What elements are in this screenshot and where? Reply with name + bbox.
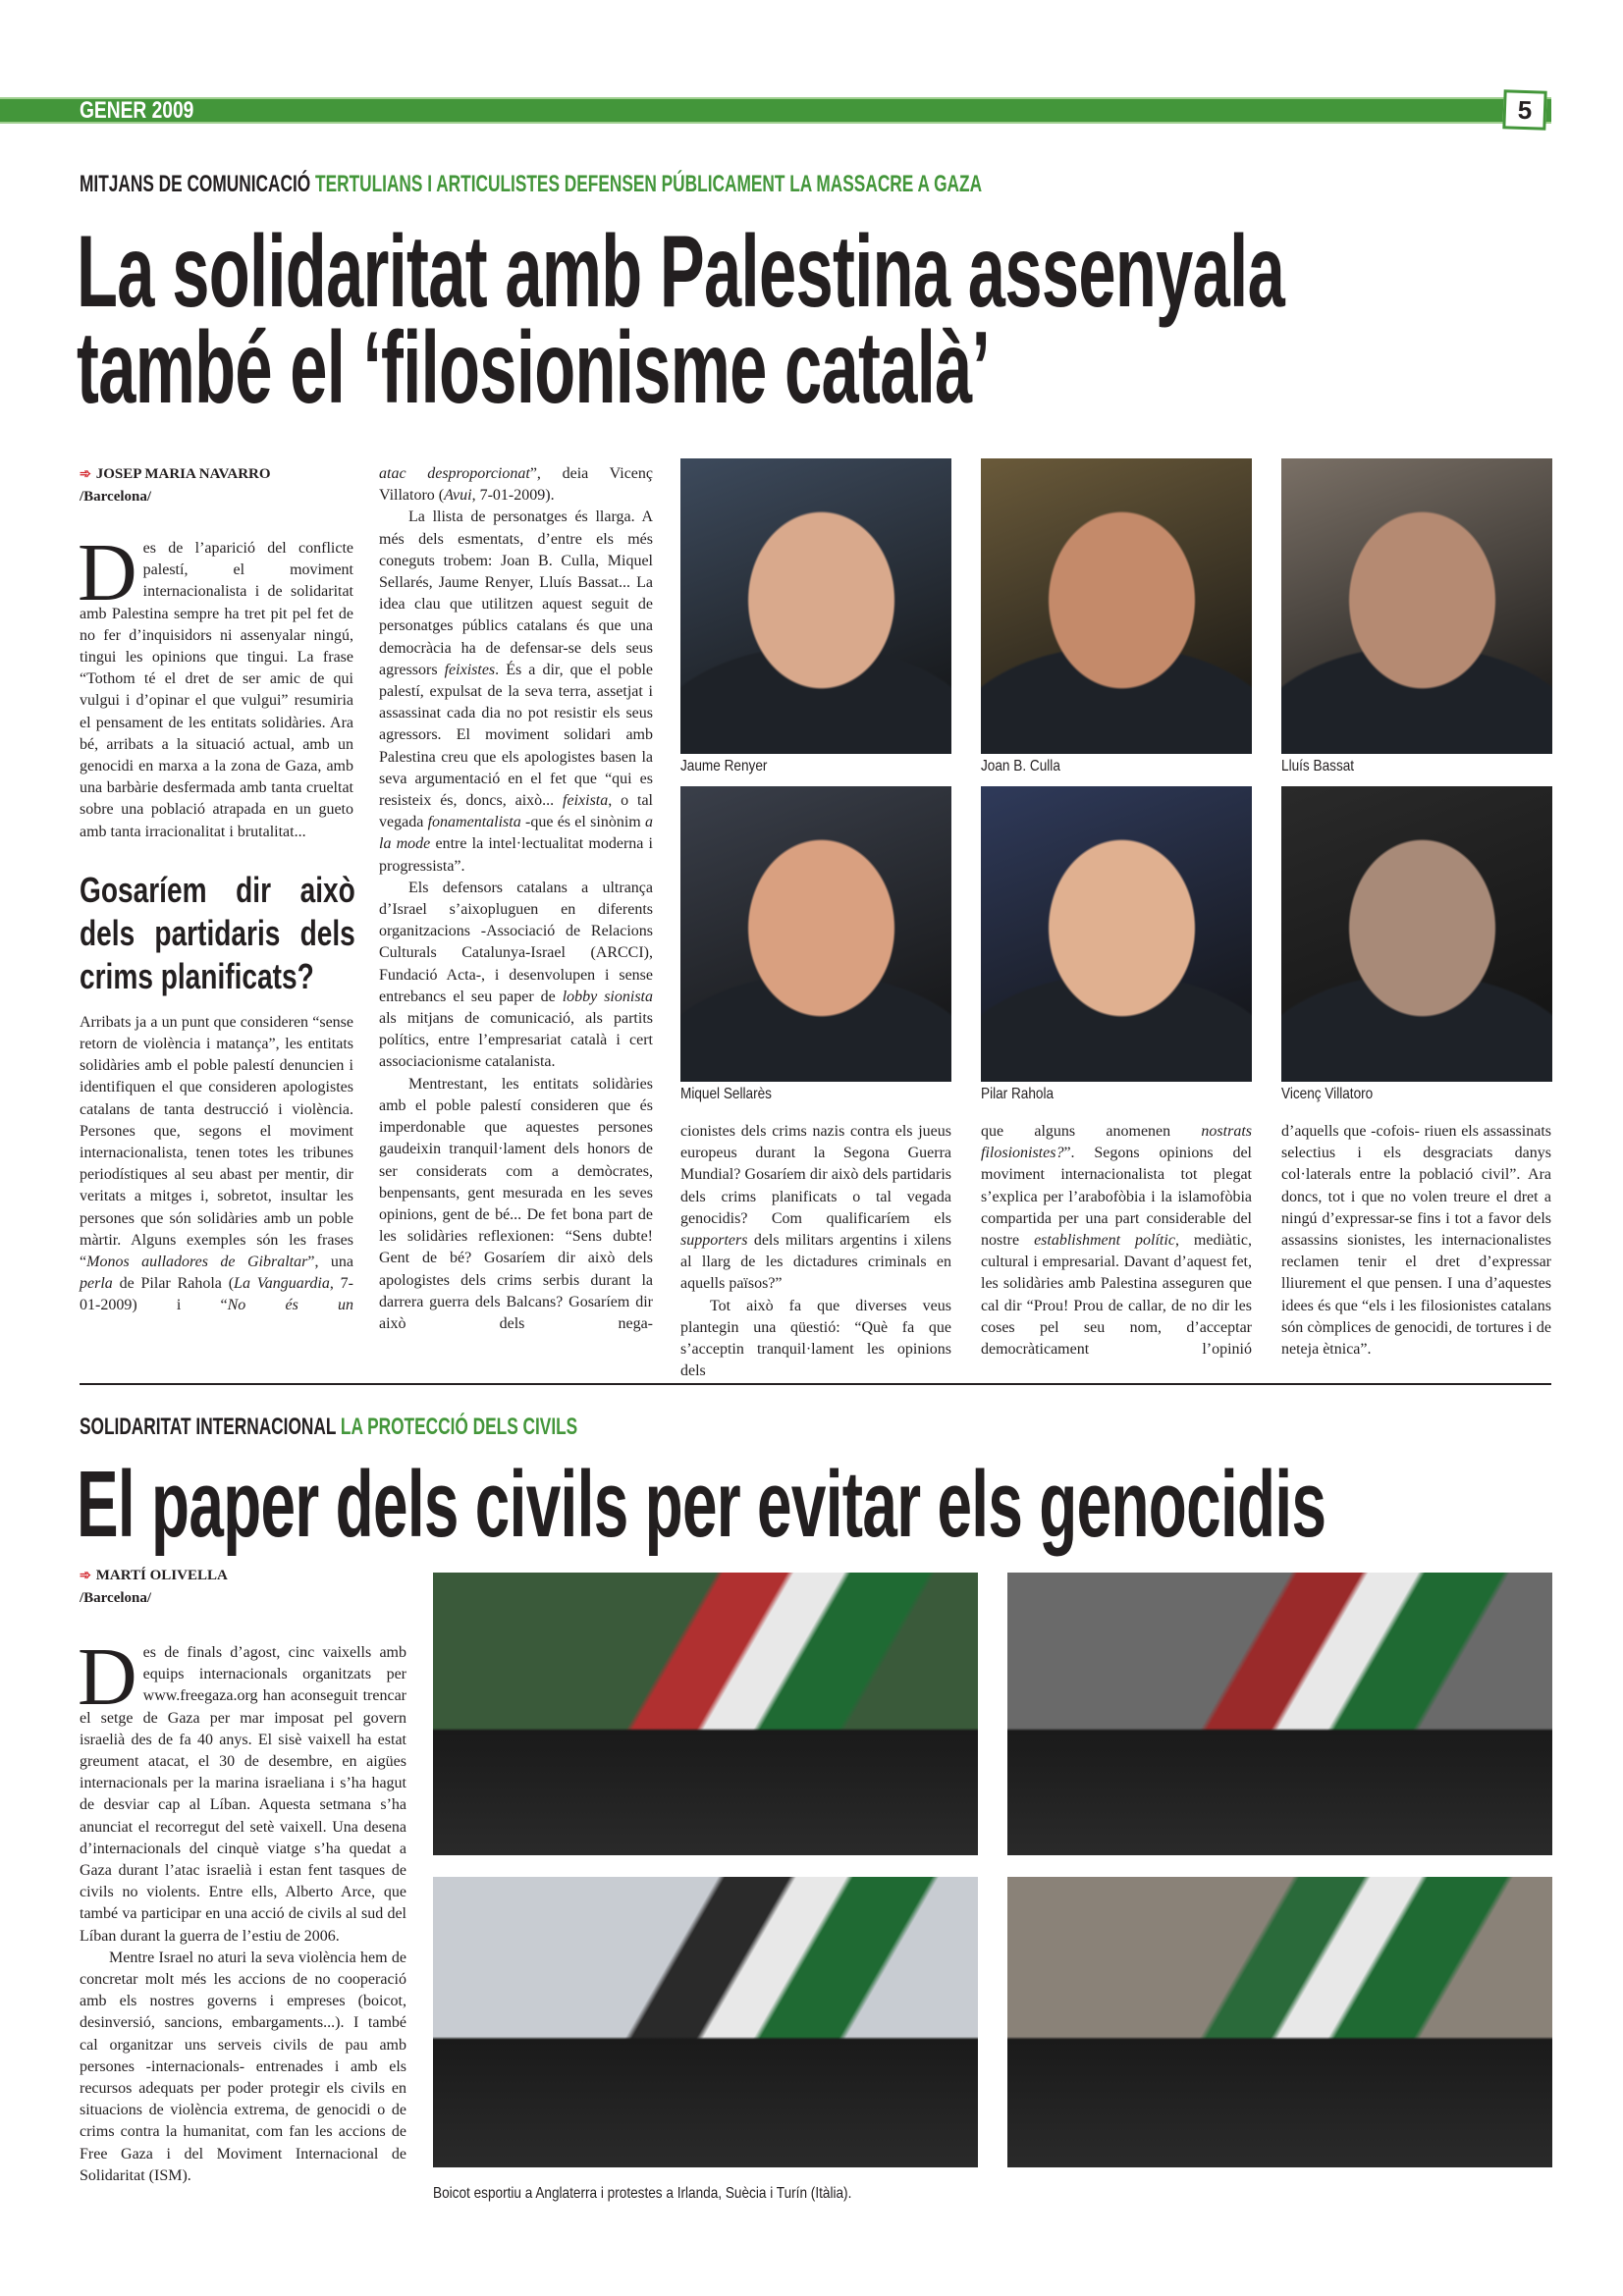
drop-cap: D (78, 1631, 137, 1723)
portrait-caption: Lluís Bassat (1281, 758, 1355, 774)
portrait-caption: Joan B. Culla (981, 758, 1060, 774)
paragraph: Els defensors catalans a ultrança d’Israel s’aixopluguen en diferents organitzacions -Associació de Relacions Culturals Catalunya-Israel (ARCCI), Fundació Acta-, i desenvolupen i sense entrebancs el seu paper de lobby sionista als mitjans de comunicació, als partits polítics, entre l’empresariat català i cert associacionisme catalanista. (379, 879, 653, 1071)
portrait-photo (680, 786, 951, 1082)
portrait-caption: Jaume Renyer (680, 758, 768, 774)
italic-text: atac desproporcionat (379, 465, 530, 482)
italic-text: Avui (444, 487, 472, 505)
pointer-icon: ➾ (80, 467, 91, 482)
section-label: MITJANS DE COMUNICACIÓ (80, 171, 311, 197)
article2-headline: El paper dels civils per evitar els genocidis (77, 1452, 1326, 1557)
article1-column-4 (981, 1121, 1252, 1361)
portrait-photo (981, 786, 1252, 1082)
author: MARTÍ OLIVELLA (95, 1568, 228, 1583)
portrait-photo (981, 458, 1252, 754)
subheading: Gosaríem dir això dels partidaris dels crims planificats? (80, 869, 355, 996)
paragraph: Arribats ja a un punt que consideren “sense retorn de violència i matança”, les entitats solidàries amb el poble palestí denuncien i identifiquen el que consideren apologistes catalans de tanta destrucció i violència. Persones que, segons el moviment internacionalista, tenen totes les tribunes periodístiques al seu abast per mentir, dir veritats a mitges i, sobretot, insultar les persones que són solidàries amb un poble màrtir. Alguns exemples són les frases “Monos aulladores de Gibraltar”, una perla de Pilar Rahola (La Vanguardia, 7-01-2009) i “No és un (80, 1013, 354, 1314)
article1-headline-line2: també el ‘filosionisme català’ (77, 311, 991, 425)
paragraph: Mentrestant, les entitats solidàries amb el poble palestí consideren que és imperdonable que aquestes persones gaudeixin tranquil·lament dels honors de ser considerats com a demòcrates, benpensants, gent mesurada en les seves opinions, gent de bé... De fet bona part de les solidàries reflexionen: “Sens dubte! Gent de bé? Gosaríem dir això dels apologistes dels crims serbis durant la darrera guerra dels Balcans? Gosaríem dir això dels nega- (379, 1075, 653, 1332)
kicker-text: LA PROTECCIÓ DELS CIVILS (340, 1414, 578, 1440)
italic-text: a la mode (379, 814, 653, 853)
header-bar (0, 97, 1551, 124)
article1-byline (80, 463, 271, 507)
portrait-photo (1281, 458, 1552, 754)
article1-column-3 (680, 1121, 951, 1382)
paragraph: que alguns anomenen nostrats filosionistes?”. Segons opinions del moviment internacionalista tot plegat s’explica per l’arabofòbia i la islamofòbia compartida per una part considerable del nostre establishment polític, mediàtic, cultural i empresarial. Davant d’aquest fet, les solidàries amb Palestina asseguren que cal dir “Prou! Prou de callar, de no dir les coses pel seu nom, d’acceptar democràticament l’opinió (981, 1123, 1252, 1359)
protest-photo-protest-sweden (433, 1877, 978, 2167)
kicker-text: TERTULIANS I ARTICULISTES DEFENSEN PÚBLICAMENT LA MASSACRE A GAZA (315, 171, 983, 197)
article1-column-5 (1281, 1121, 1551, 1361)
article1-column-1 (78, 527, 355, 1317)
protest-photo-sports-boycott-england (433, 1573, 978, 1855)
italic-text: feixistes (444, 661, 496, 678)
article2-column (78, 1631, 406, 2187)
portrait-caption: Miquel Sellarès (680, 1086, 772, 1102)
drop-cap: D (78, 527, 137, 618)
italic-text: supporters (680, 1232, 748, 1250)
portrait-photo (680, 458, 951, 754)
italic-text: Monos aulladores de Gibraltar (86, 1254, 308, 1271)
italic-text: La Vanguardia (234, 1275, 330, 1293)
issue-date: GENER 2009 (80, 97, 194, 124)
article2-kicker (80, 1414, 577, 1441)
italic-text: nostrats filosionistes? (981, 1123, 1252, 1162)
section-divider (80, 1383, 1551, 1385)
article1-headline-line1: La solidaritat amb Palestina assenyala (77, 215, 1285, 329)
paragraph: cionistes dels crims nazis contra els jueus europeus durant la Segona Guerra Mundial? Gosaríem dir això dels partidaris dels crims planificats o tal vegada genocidis? Com qualificaríem els supporters dels militars argentins i xilens al llarg de les dictadures criminals en aquells països?” (680, 1123, 951, 1293)
italic-text: fonamentalista (427, 814, 521, 831)
italic-text: perla (80, 1275, 113, 1293)
page-number: 5 (1502, 89, 1546, 131)
italic-text: feixista (563, 792, 609, 810)
pointer-icon: ➾ (80, 1569, 91, 1583)
article2-byline (80, 1565, 228, 1609)
portrait-caption: Vicenç Villatoro (1281, 1086, 1374, 1102)
portrait-photo (1281, 786, 1552, 1082)
portrait-caption: Pilar Rahola (981, 1086, 1055, 1102)
italic-text: establishment polític (1034, 1232, 1175, 1250)
protest-photo-protest-ireland (1007, 1573, 1552, 1855)
paragraph: d’aquells que -cofois- riuen els assassinats selectius i els desgraciats danys col·laterals entre la població civil”. Ara doncs, tot i que no volen treure el dret a ningú d’expressar-se fins i tot a favor dels assassins sionistes, les internacionalistes reclamen tenir el dret d’expressar lliurement el que pensen. I una d’aquestes idees és que “els i les filosionistes catalans són còmplices de genocidi, de tortures i de neteja ètnica”. (1281, 1123, 1551, 1359)
author: JOSEP MARIA NAVARRO (95, 466, 271, 482)
italic-text: No és un (227, 1297, 354, 1314)
photo-caption: Boicot esportiu a Anglaterra i protestes a Irlanda, Suècia i Turín (Itàlia). (433, 2185, 852, 2202)
location: /Barcelona/ (80, 1590, 152, 1606)
italic-text: lobby sionista (562, 988, 653, 1005)
paragraph: Des de finals d’agost, cinc vaixells amb equips internacionals organitzats per www.freegaza.org han aconseguit trencar el setge de Gaza per mar imposat pel govern israelià des de fa 40 anys. El sisè vaixell ha estat greument atacat, el 30 de desembre, en aigües internacionals per la marina israeliana i s’ha hagut de desviar cap al Líban. Aquesta setmana s’ha anunciat el recorregut del setè vaixell. Una desena d’internacionals del cinquè viatge s’ha quedat a Gaza durant l’atac israelià i estan fent tasques de civils no violents. Entre ells, Alberto Arce, que també va participar en una acció de civils al sud del Líban durant la guerra de l’estiu de 2006. (78, 1631, 406, 1945)
paragraph: Tot això fa que diverses veus plantegin una qüestió: “Què fa que s’acceptin tranquil·lament les opinions dels (680, 1297, 951, 1380)
section-label: SOLIDARITAT INTERNACIONAL (80, 1414, 337, 1440)
protest-photo-protest-turin (1007, 1877, 1552, 2167)
paragraph: Des de l’aparició del conflicte palestí, el moviment internacionalista i de solidaritat amb Palestina sempre ha tret pit pel fet de no fer d’inquisidors ni assenyalar ningú, tingui les opinions que tingui. La frase “Tothom té el dret de ser amic de qui vulgui i d’opinar el que vulgui” resumiria el pensament de les entitats solidàries. Ara bé, arribats a la situació actual, amb un genocidi en marxa a la zona de Gaza, amb una barbàrie desfermada amb tanta crueltat sobre una població atrapada en un gueto amb tanta irracionalitat i brutalitat... (78, 527, 353, 840)
paragraph: La llista de personatges és llarga. A més dels esmentats, d’entre els més coneguts trobem: Joan B. Culla, Miquel Sellarés, Jaume Renyer, Lluís Bassat... La idea clau que utilitzen aquest seguit de personatges públics catalans és que una democràcia ha de defensar-se dels seus agressors feixistes. És a dir, que el poble palestí, expulsat de la seva terra, assetjat i assassinat cada dia no pot resistir els seus agressors. El moviment solidari amb Palestina creu que els apologistes basen la seva argumentació en el fet que “qui es resisteix és, doncs, això... feixista, o tal vegada fonamentalista -que és el sinònim a la mode entre la intel·lectualitat moderna i progressista”. (379, 508, 653, 875)
paragraph: Mentre Israel no aturi la seva violència hem de concretar molt més les accions de no cooperació amb els nostres governs i empreses (boicot, desinversió, sancions, embargaments...). I també cal organitzar uns serveis civils de pau amb persones -internacionals- entrenades i amb els recursos adequats per poder protegir els civils en situacions de violència extrema, de genocidi o de crims contra la humanitat, com fan les accions de Free Gaza i del Moviment Internacional de Solidaritat (ISM). (80, 1949, 406, 2184)
article1-column-2 (379, 463, 653, 1335)
paragraph: atac desproporcionat”, deia Vicenç Villatoro (Avui, 7-01-2009). (379, 465, 653, 505)
location: /Barcelona/ (80, 489, 152, 505)
article1-kicker (80, 171, 982, 198)
